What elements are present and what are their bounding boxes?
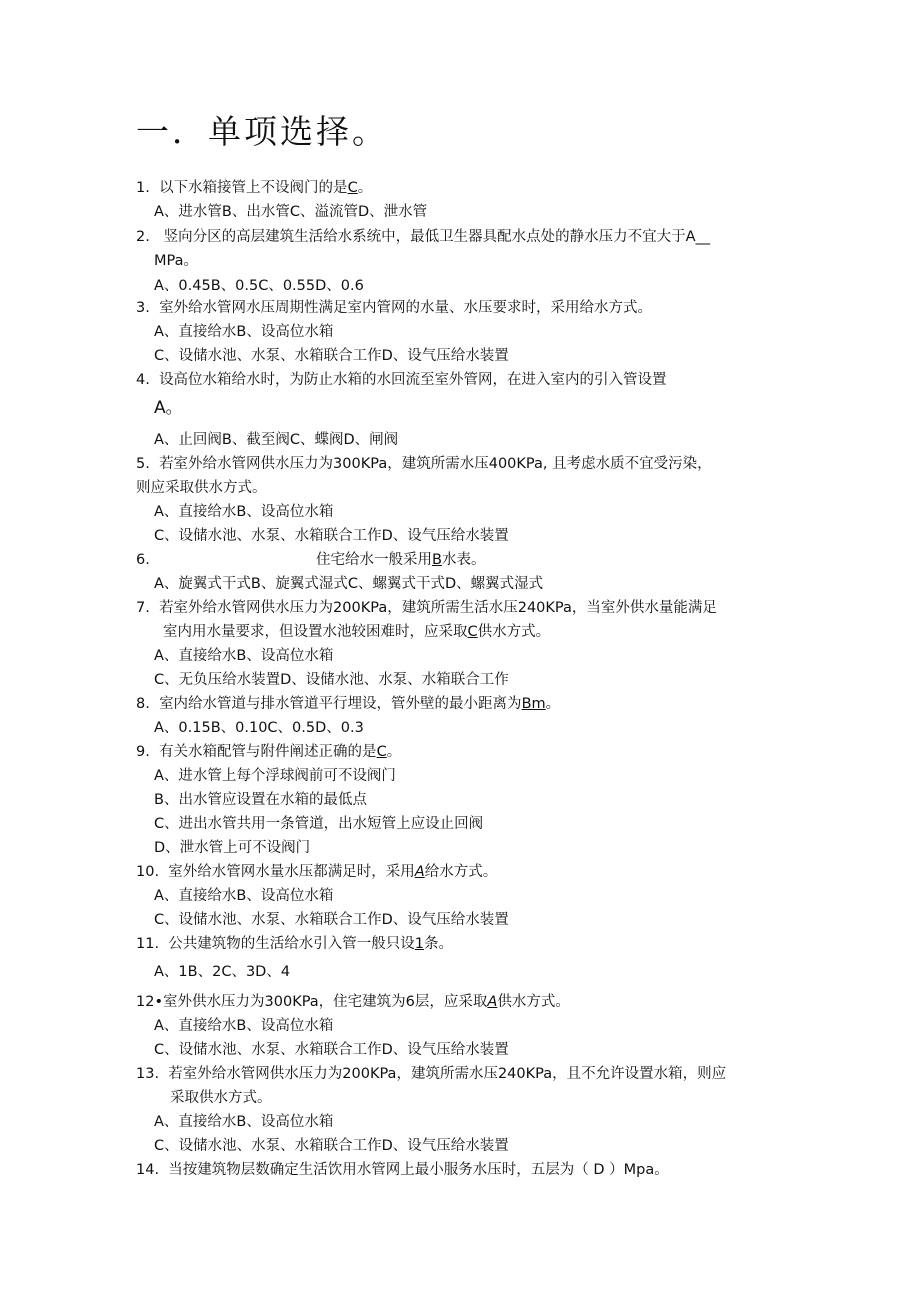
question-7 <box>136 598 717 618</box>
question-text: 若室外给水管网供水压力为200KPa，建筑所需水压240KPa，且不允许设置水箱，则应 <box>168 1066 727 1082</box>
question-number: 11. <box>136 936 160 952</box>
option-line: C、设储水池、水泵、水箱联合工作D、设气压给水装置 <box>154 1138 509 1154</box>
question-tail: 供水方式。 <box>477 624 551 640</box>
question-10 <box>136 862 497 882</box>
question-tail: 给水方式。 <box>424 864 498 880</box>
question-text: 室内给水管道与排水管道平行埋设，管外壁的最小距离为 <box>159 696 522 712</box>
question-number: 9. <box>136 744 150 760</box>
option-line: C、设储水池、水泵、水箱联合工作D、设气压给水装置 <box>154 528 509 544</box>
option-line: A、0.15B、0.10C、0.5D、0.3 <box>154 720 364 736</box>
section-title: 一．单项选择。 <box>136 112 388 151</box>
question-tail: 水表。 <box>441 552 486 568</box>
question-number: 14. <box>136 1162 160 1178</box>
question-text: 当按建筑物层数确定生活饮用水管网上最小服务水压时，五层为（ D ）Mpa。 <box>168 1162 669 1178</box>
option-line: A、进水管B、出水管C、溢流管D、泄水管 <box>154 204 428 220</box>
option-line: C、设储水池、水泵、水箱联合工作D、设气压给水装置 <box>154 1042 509 1058</box>
question-number: 2. <box>136 229 150 245</box>
question-number: 7. <box>136 600 150 616</box>
question-text: 若室外给水管网供水压力为300KPa，建筑所需水压400KPa, 且考虑水质不宜受污染， <box>159 456 712 472</box>
answer: A <box>487 994 498 1010</box>
question-1 <box>136 178 372 198</box>
answer: 1 <box>414 936 425 952</box>
option-line: C、设储水池、水泵、水箱联合工作D、设气压给水装置 <box>154 348 509 364</box>
answer: A <box>414 864 425 880</box>
question-9 <box>136 742 401 762</box>
question-text: 室外给水管网水量水压都满足时，采用 <box>168 864 415 880</box>
question-tail: 。 <box>357 180 373 196</box>
question-text: 设高位水箱给水时，为防止水箱的水回流至室外管网，在进入室内的引入管设置 <box>159 372 667 388</box>
option-line: A、1B、2C、3D、4 <box>154 964 291 980</box>
question-6 <box>316 550 485 570</box>
question-number: 4. <box>136 372 150 388</box>
question-text: 若室外给水管网供水压力为200KPa，建筑所需生活水压240KPa，当室外供水量能满足 <box>159 600 717 616</box>
question-number: 10. <box>136 864 160 880</box>
question-continuation <box>154 398 183 418</box>
answer: C <box>467 624 478 640</box>
option-line: A、直接给水B、设高位水箱 <box>154 1018 334 1034</box>
option-line: A、止回阀B、截至阀C、蝶阀D、闸阀 <box>154 432 399 448</box>
question-text: 公共建筑物的生活给水引入管一般只设 <box>168 936 415 952</box>
question-3 <box>136 298 652 318</box>
question-12 <box>136 992 570 1012</box>
question-text: 室内用水量要求，但设置水池较困难时，应采取 <box>163 624 468 640</box>
question-13 <box>136 1064 726 1084</box>
option-line: B、出水管应设置在水箱的最低点 <box>154 792 367 808</box>
option-line: A、直接给水B、设高位水箱 <box>154 1114 334 1130</box>
question-continuation <box>163 622 550 642</box>
question-text: 住宅给水一般采用 <box>316 552 432 568</box>
question-continuation: 则应采取供水方式。 <box>136 480 267 496</box>
question-tail: 供水方式。 <box>497 994 570 1010</box>
answer: B <box>432 552 442 568</box>
question-text: 以下水箱接管上不设阀门的是 <box>159 180 348 196</box>
answer: Bm <box>521 696 546 712</box>
question-number: 13. <box>136 1066 160 1082</box>
option-line: A、直接给水B、设高位水箱 <box>154 888 334 904</box>
option-line: A、直接给水B、设高位水箱 <box>154 324 334 340</box>
question-number: 1. <box>136 180 150 196</box>
question-text: 竖向分区的高层建筑生活给水系统中，最低卫生器具配水点处的静水压力不宜大于 <box>163 229 686 245</box>
question-6-number: 6. <box>136 552 150 568</box>
answer: C <box>347 180 358 196</box>
option-line: A、旋翼式干式B、旋翼式湿式C、螺翼式干式D、螺翼式湿式 <box>154 576 544 592</box>
option-line: A、直接给水B、设高位水箱 <box>154 648 334 664</box>
question-text: 室外给水管网水压周期性满足室内管网的水量、水压要求时，采用给水方式。 <box>159 300 653 316</box>
answer: A__ <box>685 229 711 245</box>
question-number: 8. <box>136 696 150 712</box>
question-2 <box>136 227 710 247</box>
option-line: C、设储水池、水泵、水箱联合工作D、设气压给水装置 <box>154 912 509 928</box>
question-14 <box>136 1160 669 1180</box>
option-line: C、无负压给水装置D、设储水池、水泵、水箱联合工作 <box>154 672 509 688</box>
question-11 <box>136 934 453 954</box>
option-line: D、泄水管上可不设阀门 <box>154 840 311 856</box>
question-number: 12• <box>136 994 164 1010</box>
question-continuation: MPa。 <box>154 253 198 269</box>
option-line: C、进出水管共用一条管道，出水短管上应设止回阀 <box>154 816 484 832</box>
option-line: A、0.45B、0.5C、0.55D、0.6 <box>154 278 364 294</box>
question-text: 室外供水压力为300KPa，住宅建筑为6层，应采取 <box>163 994 488 1010</box>
question-number: 5. <box>136 456 150 472</box>
answer: C <box>376 744 387 760</box>
answer: A <box>154 398 166 418</box>
question-number: 3. <box>136 300 150 316</box>
question-4 <box>136 370 667 390</box>
question-tail: 。 <box>545 696 561 712</box>
option-line: A、进水管上每个浮球阀前可不设阀门 <box>154 768 396 784</box>
question-tail: 。 <box>386 744 402 760</box>
question-text: 有关水箱配管与附件阐述正确的是 <box>159 744 377 760</box>
question-continuation: 采取供水方式。 <box>170 1090 272 1106</box>
question-tail: 条。 <box>424 936 454 952</box>
question-5 <box>136 454 712 474</box>
question-8 <box>136 694 560 714</box>
question-tail: 。 <box>165 398 183 418</box>
option-line: A、直接给水B、设高位水箱 <box>154 504 334 520</box>
